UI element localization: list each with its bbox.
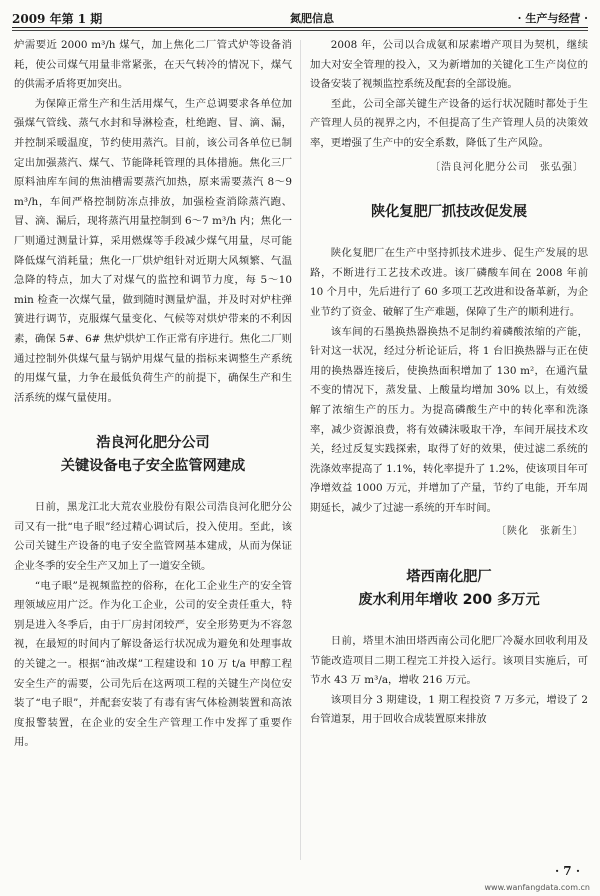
paragraph: 该项目分 3 期建设，1 期工程投资 7 万多元，增设了 2 台管道泵，用于回收合成装置原来排放: [310, 693, 588, 726]
article-title-line: 关键设备电子安全监管网建成: [60, 458, 246, 475]
paragraph: 日前，塔里木油田塔西南公司化肥厂冷凝水回收利用及节能改造项目二期工程完工并投入运行。该项目实施后，可节水 43 万 m³/a，增收 216 万元。: [310, 635, 588, 687]
article-title: [310, 566, 588, 612]
paragraph: 至此，公司全部关键生产设备的运行状况随时都处于生产管理人员的视界之内，不但提高了生产管理人员的决策效率，更增强了生产中的安全系数，降低了生产风险。: [310, 97, 588, 149]
paragraph: 陕化复肥厂在生产中坚持抓技术进步、促生产发展的思路，不断进行工艺技术改进。该厂磷酸车间在 2008 年前 10 个月中，先后进行了 60 多项工艺改进和设备革新，为企业节约了资金、破解了生产难题，保障了生产的顺利进行。: [310, 247, 588, 318]
paragraph: 该车间的石墨换热器换热不足制约着磷酸浓缩的产能，针对这一状况，经过分析论证后，将 1 台旧换热器与正在使用的换热器连接后，使换热面积增加了 130 m²，在通汽量不变的情况下，蒸发量、上酸量均增加 30% 以上，有效缓解了浓缩生产的压力。为提高磷酸生产中的转化率和洗涤率，减少资源浪费，将有效磷沫吸取干净，车间开展技术攻关，经过反复实践探索，取得了好的效果，使过滤二系统的洗涤效率提高了 1.1%，转化率提升了 1.2%，使该项目年可净增效益 1000 万元，并增加了产量，节约了电能，开车周期延长，减少了过滤一系统的开车时间。: [310, 325, 588, 514]
article-title: [14, 432, 292, 478]
paragraph: 炉需要近 2000 m³/h 煤气，加上焦化二厂管式炉等设备消耗，使公司煤气用量非常紧张，在天气转冷的情况下，煤气的供需矛盾将更加突出。: [14, 39, 292, 91]
page-number: · 7 ·: [554, 864, 580, 878]
section-label: · 生产与经营 ·: [517, 12, 588, 25]
paragraph: 2008 年，公司以合成氨和尿素增产项目为契机，继续加大对安全管理的投入，又为新增加的关键化工生产岗位的设备安装了视频监控系统及配套的全部设施。: [310, 39, 588, 91]
right-column: [310, 36, 588, 730]
article-title-line: 陕化复肥厂抓技改促发展: [370, 204, 528, 221]
author-credit: 〔陕化 张新生〕: [496, 526, 584, 538]
article-title: [310, 201, 588, 224]
article-title-line: 废水利用年增收 200 多万元: [358, 592, 540, 609]
issue-label: 2009 年第 1 期: [12, 12, 103, 26]
header-rule-thin: [12, 30, 588, 31]
article-title-line: 塔西南化肥厂: [406, 569, 492, 586]
article-title-line: 浩良河化肥分公司: [96, 435, 210, 452]
left-column: [14, 36, 292, 753]
journal-name: 氮肥信息: [290, 12, 334, 25]
paragraph: “电子眼”是视频监控的俗称，在化工企业生产的安全管理领域应用广泛。作为化工企业，公司的安全责任重大，特别是进入冬季后，由于厂房封闭较严，安全形势更为不容忽视，在最短的时间内了解设备运行状况成为避免和处理事故的关键之一。根据“油改煤”工程建设和 10 万 t/a 甲醇工程安全生产的需要，公司先后在这两项工程的关键生产岗位安装了“电子眼”，并配套安装了有毒有害气体检测装置和高浓度报警装置，在企业的安全生产管理工作中发挥了重要作用。: [14, 579, 292, 749]
paragraph: 为保障正常生产和生活用煤气，生产总调要求各单位加强煤气管线、蒸气水封和导淋检查，杜绝跑、冒、滴、漏，并控制采暖温度，节约使用蒸汽。目前，该公司各单位已制定出加强蒸汽、煤气、节能降耗管理的具体措施。焦化三厂原料油库车间的焦油槽需要蒸汽加热，原来需要蒸汽 8～9 m³/h，车间严格控制防冻点排放，加强检查消除蒸汽跑、冒、滴、漏后，现将蒸汽用量控制到 6～7 m³/h 内；焦化一厂则通过测量计算，采用燃煤等手段减少煤气用量，尽可能降低煤气消耗量；焦化一厂烘炉组针对近期大风频繁、气温急降的特点，加大了对煤气的监控和调节力度，每 5～10 min 检查一次煤气量，做到随时测量炉温，并及时对炉柱弹簧进行调节，克服煤气量变化、气候等对烘炉带来的不利因素，确保 5#、6# 焦炉烘炉工作正常有序进行。焦化二厂则通过控制外供煤气量与锅炉用煤气量的指标来调整生产系统的用煤气量，力争在最低负荷生产的前提下，确保生产和生活系统的煤气量使用。: [14, 97, 292, 404]
page-header: [12, 6, 588, 26]
watermark: www.wanfangdata.com.cn: [484, 883, 590, 892]
column-divider: [300, 40, 301, 860]
paragraph: 日前，黑龙江北大荒农业股份有限公司浩良河化肥分公司又有一批“电子眼”经过精心调试后，投入使用。至此，该公司关键生产设备的电子安全监管网基本建成，从而为保证企业冬季的安全生产又加上了一道安全锁。: [14, 501, 292, 573]
header-rule: [12, 27, 588, 28]
author-credit: 〔浩良河化肥分公司 张弘强〕: [430, 161, 584, 173]
